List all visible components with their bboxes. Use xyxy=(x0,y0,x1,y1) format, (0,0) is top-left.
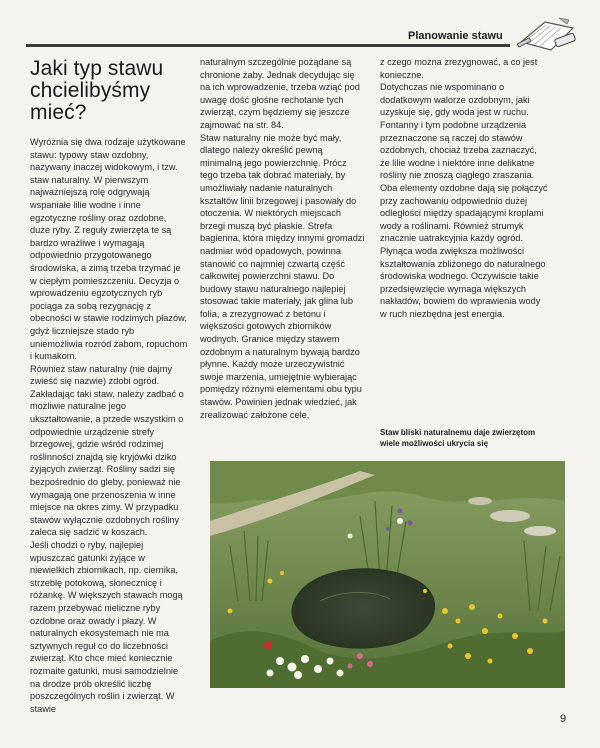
natural-pond-photo xyxy=(210,461,565,688)
section-title: Planowanie stawu xyxy=(408,30,503,42)
header-rule xyxy=(26,44,510,47)
article-headline: Jaki typ stawu chcielibyśmy mieć? xyxy=(30,57,164,124)
paragraph: Również staw naturalny (nie dajmy zwieść się nazwie) zdobi ogród. Zakładając taki staw, należy zadbać o możliwie naturalne jego ukształtowanie, a przede wszystkim o odpowiednie urządzenie strefy brzegowej, gdzie wśród rodzimej roślinności znajdą się kryjówki dziko żyjących zwierząt. Rośliny sadzi się bezpośrednio do gleby, ponieważ nie wymagają one przenoszenia w inne miejsce na okres zimy. W przypadku stawów wyłącznie ozdobnych rośliny zaleca się sadzić w koszach. xyxy=(30,363,184,538)
paragraph: z czego można zrezygnować, a co jest konieczne. xyxy=(380,57,538,80)
figure-caption: Staw bliski naturalnemu daje zwierzętom wiele możliwości ukrycia się xyxy=(380,428,536,448)
planning-sketch-icon xyxy=(515,14,579,54)
article-column-1 xyxy=(30,58,188,715)
article-column-2 xyxy=(200,56,366,421)
paragraph: Wyróżnia się dwa rodzaje użytkowane stawu: typowy staw ozdobny, nazywany inaczej widokowym, i tzw. staw naturalny. W pierwszym najważniejszą rolę odgrywają wspaniałe lilie wodne i inne egzotyczne rośliny oraz ozdobne, duże ryby. Z reguły zwierzęta te są bardzo wrażliwe i wymagają odpowiednio przygotowanego środowiska, a zimą trzeba trzymać je w ciepłym pomieszczeniu. Decyzja o wprowadzeniu egzotycznych ryb pociąga za sobą rezygnację z obecności w stawie rodzimych płazów, gdyż liczniejsze stado ryb uniemożliwia rozród żabom, ropuchom i kumakom. xyxy=(30,137,188,362)
paragraph: naturalnym szczególnie pożądane są chronione żaby. Jednak decydując się na ich wprowadzenie, trzeba wziąć pod uwagę dość głośne rechotanie tych zwierząt, czym będziemy się jeszcze zajmować na str. 84. xyxy=(200,57,360,130)
article-column-3 xyxy=(380,56,548,320)
paragraph: Jeśli chodzi o ryby, najlepiej wpuszczać gatunki żyjące w niewielkich zbiornikach, np. ciernika, strzeblę potokową, słonecznicę i różankę. W większych stawach mogą razem przebywać nieliczne ryby ozdobne oraz owady i płazy. W naturalnych ekosystemach nie ma sztywnych reguł co do liczebności zwierząt. Kto chce mieć koniecznie rozmaite gatunki, musi samodzielnie na drodze prób określić liczbę poszczególnych roślin i zwierząt. W stawie xyxy=(30,540,183,714)
paragraph: Staw naturalny nie może być mały, dlatego należy określić pewną minimalną jego powierzchnię. Prócz tego trzeba tak dobrać materiały, by umożliwiały nadanie naturalnych kształtów linii brzegowej i pasowały do otoczenia. W niektórych miejscach brzegi muszą być płaskie. Strefa bagienna, która między innymi gromadzi nadmiar wód opadowych, powinna stanowić co najmniej czwartą część całkowitej powierzchni stawu. Do budowy stawu naturalnego najlepiej stosować takie materiały, jak glina lub folia, a zrezygnować z betonu i większości gotowych zbiorników wodnych. Granice między stawem ozdobnym a naturalnym bywają bardzo płynne. Każdy może urzeczywistnić swoje marzenia, umiejętnie wybierając pomiędzy różnymi elementami obu typu stawów. Powinien jednak wiedzieć, jak zrealizować założone cele, xyxy=(200,132,365,420)
page-number: 9 xyxy=(560,713,567,725)
paragraph: Dotychczas nie wspominano o dodatkowym walorze ozdobnym, jaki uzyskuje się, gdy woda jest w ruchu. Fontanny i tym podobne urządzenia przeznaczone są raczej do stawów ozdobnych, chociaż trzeba zaznaczyć, że lilie wodne i niektóre inne delikatne rośliny nie znoszą ciągłego zraszania. Oba elementy ozdobne dają się połączyć przy zachowaniu odpowiednio dużej odległości między spadającymi kroplami wody a roślinami. Również strumyk znacznie uatrakcyjnia każdy ogród. Płynąca woda zwiększa możliwości kształtowania zbliżonego do naturalnego środowiska wodnego. Oczywiście takie przedsięwzięcie wymaga większych nakładów, bowiem do wprawienia wody w ruch niezbędna jest energia. xyxy=(380,82,548,319)
